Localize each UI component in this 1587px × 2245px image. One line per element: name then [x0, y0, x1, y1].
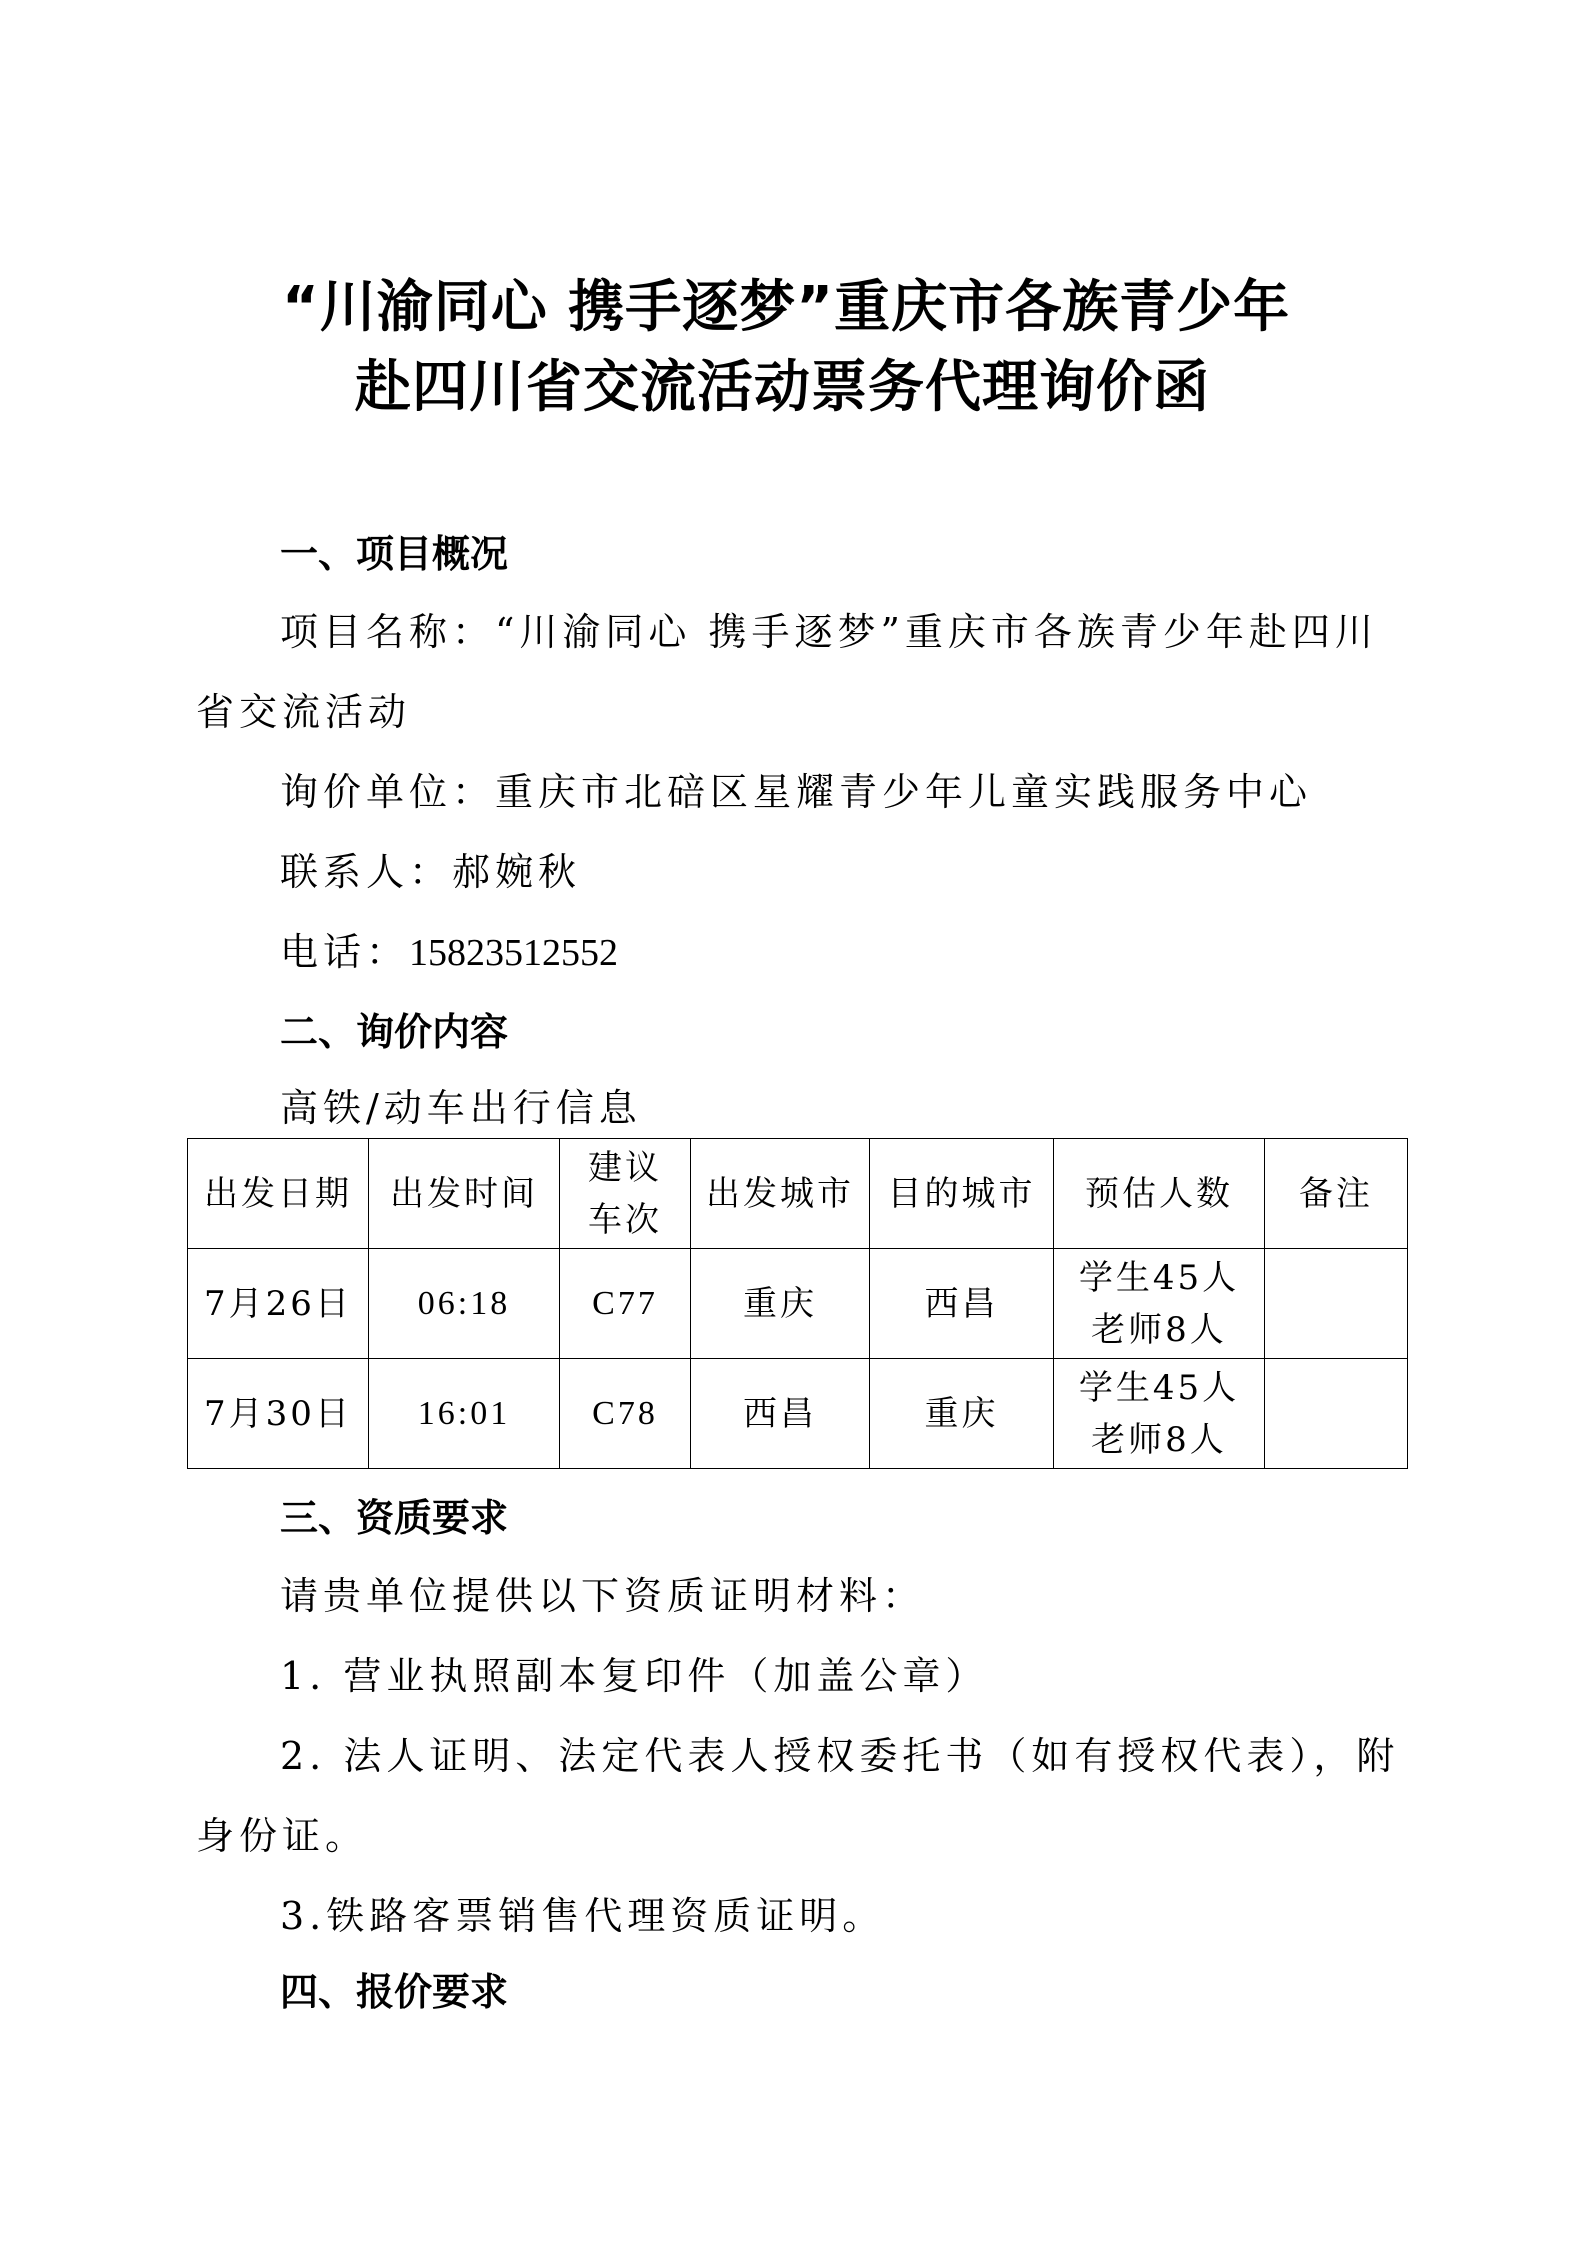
cell-note	[1265, 1249, 1408, 1359]
header-train-line-1: 建议	[588, 1147, 662, 1188]
header-estimated-count: 预估人数	[1054, 1139, 1265, 1249]
qualification-item-2-line-1: 2. 法人证明、法定代表人授权委托书（如有授权代表），附	[280, 1734, 1400, 1778]
section-1-heading: 一、项目概况	[280, 532, 509, 576]
section-4-heading: 四、报价要求	[280, 1970, 509, 2014]
header-train-number	[560, 1139, 691, 1249]
phone-label: 电话：	[280, 930, 410, 974]
section-2-heading: 二、询价内容	[280, 1010, 509, 1054]
cell-train: C77	[560, 1249, 691, 1359]
table-header-row	[188, 1139, 1408, 1249]
cell-count	[1054, 1249, 1265, 1359]
ticket-table	[187, 1138, 1408, 1469]
section-3-heading: 三、资质要求	[280, 1496, 509, 1540]
project-name-line-1: 项目名称：“川渝同心 携手逐梦”重庆市各族青少年赴四川	[280, 610, 1378, 654]
inquiry-unit: 询价单位：重庆市北碚区星耀青少年儿童实践服务中心	[280, 770, 1313, 814]
cell-note	[1265, 1359, 1408, 1469]
cell-time: 06:18	[369, 1249, 560, 1359]
cell-from: 西昌	[691, 1359, 870, 1469]
contact-person: 联系人：郝婉秋	[280, 850, 582, 894]
cell-time: 16:01	[369, 1359, 560, 1469]
phone-value: 15823512552	[409, 932, 619, 974]
header-remarks: 备注	[1265, 1139, 1408, 1249]
qualification-intro: 请贵单位提供以下资质证明材料：	[280, 1574, 926, 1618]
header-departure-time: 出发时间	[369, 1139, 560, 1249]
header-departure-city: 出发城市	[691, 1139, 870, 1249]
cell-date: 7月30日	[188, 1359, 369, 1469]
document-title-line-2: 赴四川省交流活动票务代理询价函	[355, 355, 1210, 420]
table-caption: 高铁/动车出行信息	[280, 1086, 642, 1130]
table-row	[188, 1249, 1408, 1359]
cell-date: 7月26日	[188, 1249, 369, 1359]
cell-to: 重庆	[870, 1359, 1054, 1469]
cell-count	[1054, 1359, 1265, 1469]
count-teachers: 老师8人	[1091, 1419, 1227, 1460]
header-train-line-2: 车次	[588, 1199, 662, 1240]
qualification-item-1: 1. 营业执照副本复印件（加盖公章）	[280, 1654, 989, 1698]
document-title-line-1: “川渝同心 携手逐梦”重庆市各族青少年	[282, 275, 1291, 340]
count-teachers: 老师8人	[1091, 1309, 1227, 1350]
cell-to: 西昌	[870, 1249, 1054, 1359]
count-students: 学生45人	[1078, 1367, 1240, 1408]
count-students: 学生45人	[1078, 1257, 1240, 1298]
qualification-item-3: 3.铁路客票销售代理资质证明。	[280, 1894, 886, 1938]
cell-train: C78	[560, 1359, 691, 1469]
table-row	[188, 1359, 1408, 1469]
qualification-item-2-line-2: 身份证。	[196, 1814, 369, 1858]
phone-line	[280, 926, 618, 979]
project-name-line-2: 省交流活动	[196, 690, 412, 734]
cell-from: 重庆	[691, 1249, 870, 1359]
header-departure-date: 出发日期	[188, 1139, 369, 1249]
header-destination-city: 目的城市	[870, 1139, 1054, 1249]
